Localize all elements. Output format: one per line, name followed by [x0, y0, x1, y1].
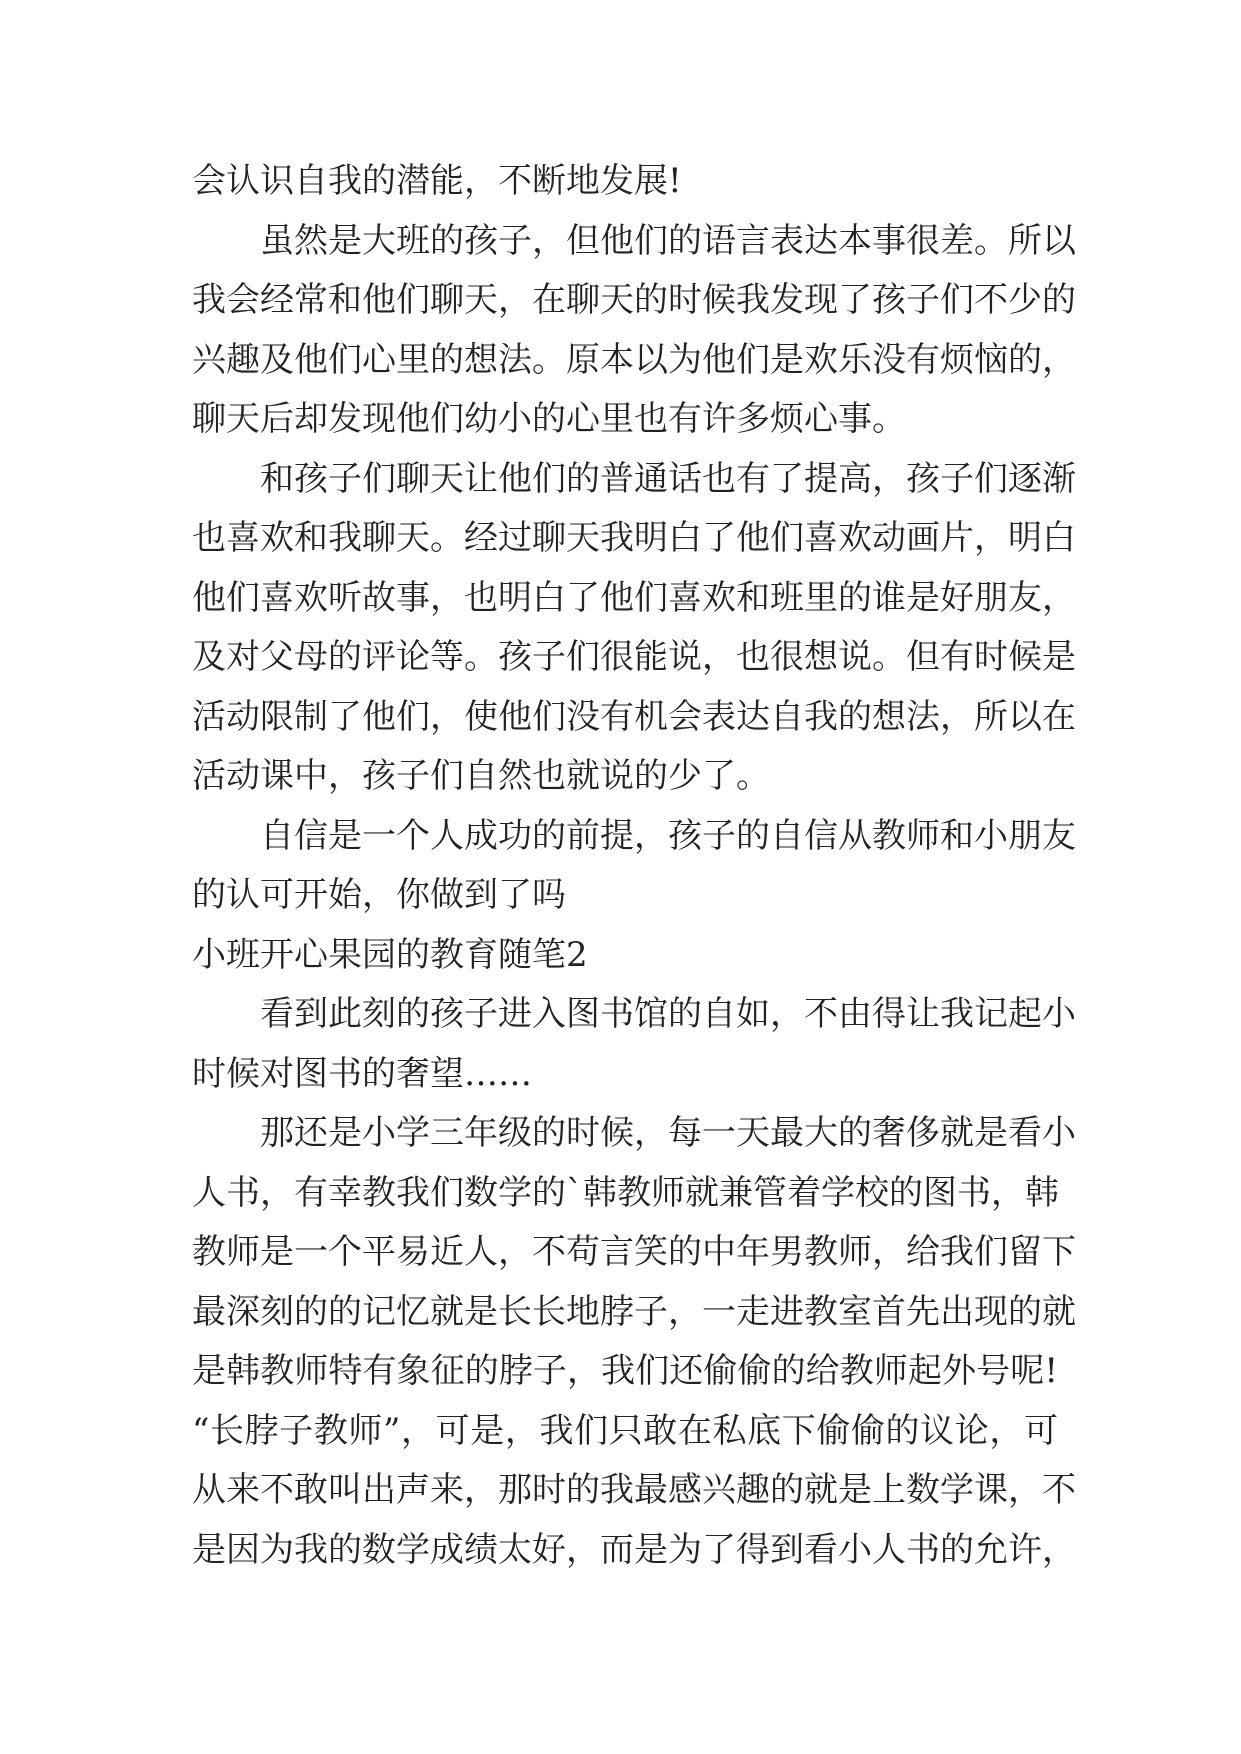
text-line: 我会经常和他们聊天，在聊天的时候我发现了孩子们不少的: [192, 280, 1076, 320]
text-line: 教师是一个平易近人，不苟言笑的中年男教师，给我们留下: [192, 1232, 1076, 1272]
text-line: 是因为我的数学成绩太好，而是为了得到看小人书的允许，: [192, 1529, 1076, 1570]
text-line: 及对父母的评论等。孩子们很能说，也很想说。但有时候是: [192, 637, 1076, 677]
text-line: 会认识自我的潜能，不断地发展!: [192, 161, 682, 201]
paragraph-first-line: 看到此刻的孩子进入图书馆的自如，不由得让我记起小: [260, 994, 1076, 1034]
document-body: [192, 152, 1076, 1580]
text-line: 活动限制了他们，使他们没有机会表达自我的想法，所以在: [192, 696, 1076, 737]
text-line: 也喜欢和我聊天。经过聊天我明白了他们喜欢动画片，明白: [192, 518, 1076, 558]
text-line: 人书，有幸教我们数学的`韩教师就兼管着学校的图书，韩: [192, 1172, 1059, 1213]
section-heading: 小班开心果园的教育随笔2: [192, 934, 588, 975]
text-line: 活动课中，孩子们自然也就说的少了。: [192, 756, 770, 796]
text-line: 兴趣及他们心里的想法。原本以为他们是欢乐没有烦恼的，: [192, 339, 1076, 380]
text-line: 的认可开始，你做到了吗: [192, 875, 566, 915]
text-line: 时候对图书的奢望……: [192, 1053, 532, 1094]
paragraph-first-line: 和孩子们聊天让他们的普通话也有了提高，孩子们逐渐: [260, 458, 1076, 499]
text-line: 他们喜欢听故事，也明白了他们喜欢和班里的谁是好朋友，: [192, 577, 1076, 618]
paragraph-first-line: 虽然是大班的孩子，但他们的语言表达本事很差。所以: [260, 220, 1076, 261]
text-line: 从来不敢叫出声来，那时的我最感兴趣的就是上数学课，不: [192, 1470, 1076, 1510]
paragraph-first-line: 那还是小学三年级的时候，每一天最大的奢侈就是看小: [260, 1113, 1076, 1153]
text-line: “长脖子教师”，可是，我们只敢在私底下偷偷的议论，可: [192, 1410, 1058, 1451]
text-line: 聊天后却发现他们幼小的心里也有许多烦心事。: [192, 399, 906, 439]
text-line: 是韩教师特有象征的脖子，我们还偷偷的给教师起外号呢!: [192, 1351, 1058, 1391]
text-line: 最深刻的的记忆就是长长地脖子，一走进教室首先出现的就: [192, 1291, 1076, 1332]
paragraph-first-line: 自信是一个人成功的前提，孩子的自信从教师和小朋友: [260, 815, 1076, 856]
